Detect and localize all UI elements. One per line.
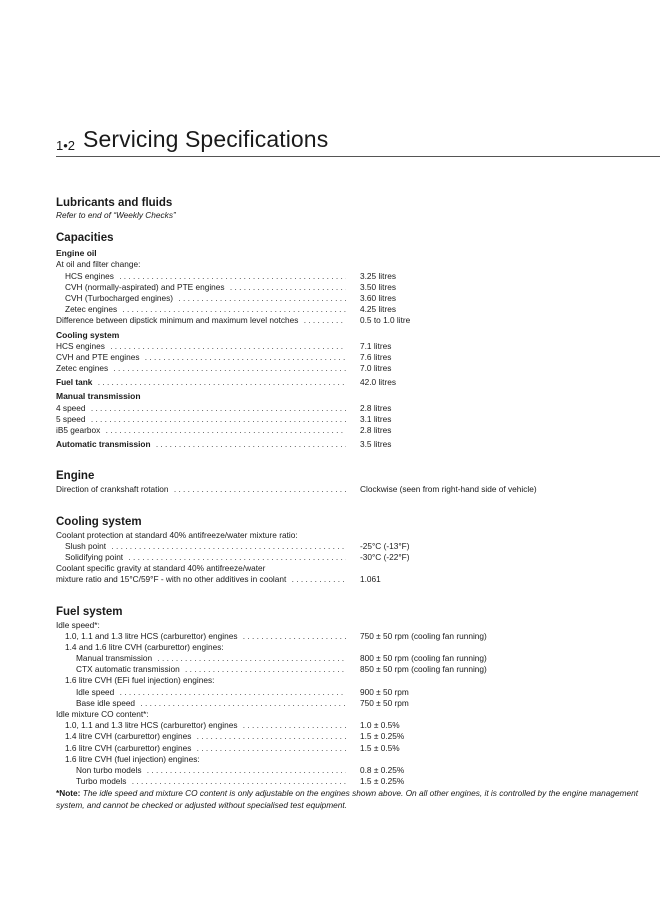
gravity-line: Coolant specific gravity at standard 40% antifreeze/water <box>56 563 656 574</box>
engine-oil-heading: Engine oil <box>56 248 97 259</box>
spec-row: Turbo models . . . 1.5 ± 0.25% <box>56 776 656 787</box>
engine-heading: Engine <box>56 470 95 483</box>
engine-oil-intro: At oil and filter change: <box>56 259 656 270</box>
spec-row: 1.6 litre CVH (carburettor) engines . . . 1.5 ± 0.5% <box>56 743 656 754</box>
note-prefix: *Note: <box>56 788 81 799</box>
spec-row: Direction of crankshaft rotation . . . Clockwise (seen from right-hand side of vehicle) <box>56 484 656 495</box>
spec-row: 1.0, 1.1 and 1.3 litre HCS (carburettor) engines . . . 1.0 ± 0.5% <box>56 720 656 731</box>
cooling-intro: Coolant protection at standard 40% antifreeze/water mixture ratio: <box>56 530 656 541</box>
spec-row: Manual transmission . . . 800 ± 50 rpm (cooling fan running) <box>56 653 656 664</box>
subgroup-line: 1.6 litre CVH (fuel injection) engines: <box>56 754 656 765</box>
spec-row: 1.4 litre CVH (carburettor) engines . . . 1.5 ± 0.25% <box>56 731 656 742</box>
cooling-capacity-heading: Cooling system <box>56 329 120 340</box>
fuel-system-heading: Fuel system <box>56 605 123 618</box>
spec-row: CTX automatic transmission . . . 850 ± 50 rpm (cooling fan running) <box>56 664 656 675</box>
spec-row: Slush point . . . -25°C (-13°F) <box>56 541 656 552</box>
fuel-tank-row: Fuel tank . . . 42.0 litres <box>56 377 656 388</box>
subgroup-line: 1.6 litre CVH (EFi fuel injection) engines: <box>56 675 656 686</box>
spec-row: 4 speed . . . 2.8 litres <box>56 403 656 414</box>
spec-row: CVH (Turbocharged engines) . . . 3.60 litres <box>56 293 656 304</box>
co-content-intro: Idle mixture CO content*: <box>56 709 656 720</box>
spec-row: HCS engines . . . 7.1 litres <box>56 341 656 352</box>
spec-row: Zetec engines . . . 7.0 litres <box>56 363 656 374</box>
spec-row: CVH (normally-aspirated) and PTE engines . . . 3.50 litres <box>56 282 656 293</box>
subgroup-line: 1.4 and 1.6 litre CVH (carburettor) engines: <box>56 642 656 653</box>
capacities-heading: Capacities <box>56 232 114 245</box>
spec-row: Non turbo models . . . 0.8 ± 0.25% <box>56 765 656 776</box>
spec-row: 1.0, 1.1 and 1.3 litre HCS (carburettor) engines . . . 750 ± 50 rpm (cooling fan running) <box>56 631 656 642</box>
idle-speed-intro: Idle speed*: <box>56 620 656 631</box>
spec-row: CVH and PTE engines . . . 7.6 litres <box>56 352 656 363</box>
manual-transmission-heading: Manual transmission <box>56 391 141 402</box>
spec-row: Base idle speed . . . 750 ± 50 rpm <box>56 698 656 709</box>
spec-content <box>56 196 656 811</box>
note-text: The idle speed and mixture CO content is only adjustable on the engines shown above. On all other engines, it is controlled by the engine management system, and cannot be checked or adjusted without specialised test equipment. <box>56 788 639 810</box>
spec-row: Idle speed . . . 900 ± 50 rpm <box>56 687 656 698</box>
header-rule <box>56 156 660 157</box>
spec-row: Difference between dipstick minimum and maximum level notches . . . 0.5 to 1.0 litre <box>56 315 656 326</box>
spec-row: mixture ratio and 15°C/59°F - with no other additives in coolant . . . 1.061 <box>56 574 656 585</box>
spec-row: iB5 gearbox . . . 2.8 litres <box>56 425 656 436</box>
spec-row: HCS engines . . . 3.25 litres <box>56 271 656 282</box>
spec-row: Zetec engines . . . 4.25 litres <box>56 304 656 315</box>
page-header <box>56 126 660 158</box>
spec-row: 5 speed . . . 3.1 litres <box>56 414 656 425</box>
spec-row: Solidifying point . . . -30°C (-22°F) <box>56 552 656 563</box>
automatic-transmission-row: Automatic transmission . . . 3.5 litres <box>56 439 656 450</box>
fuel-note <box>56 788 656 810</box>
lubricants-text: Refer to end of “Weekly Checks” <box>56 210 656 221</box>
lubricants-heading: Lubricants and fluids <box>56 197 173 209</box>
cooling-system-heading: Cooling system <box>56 515 142 528</box>
page-title: Servicing Specifications <box>83 126 329 152</box>
page-number: 1•2 <box>56 138 76 153</box>
